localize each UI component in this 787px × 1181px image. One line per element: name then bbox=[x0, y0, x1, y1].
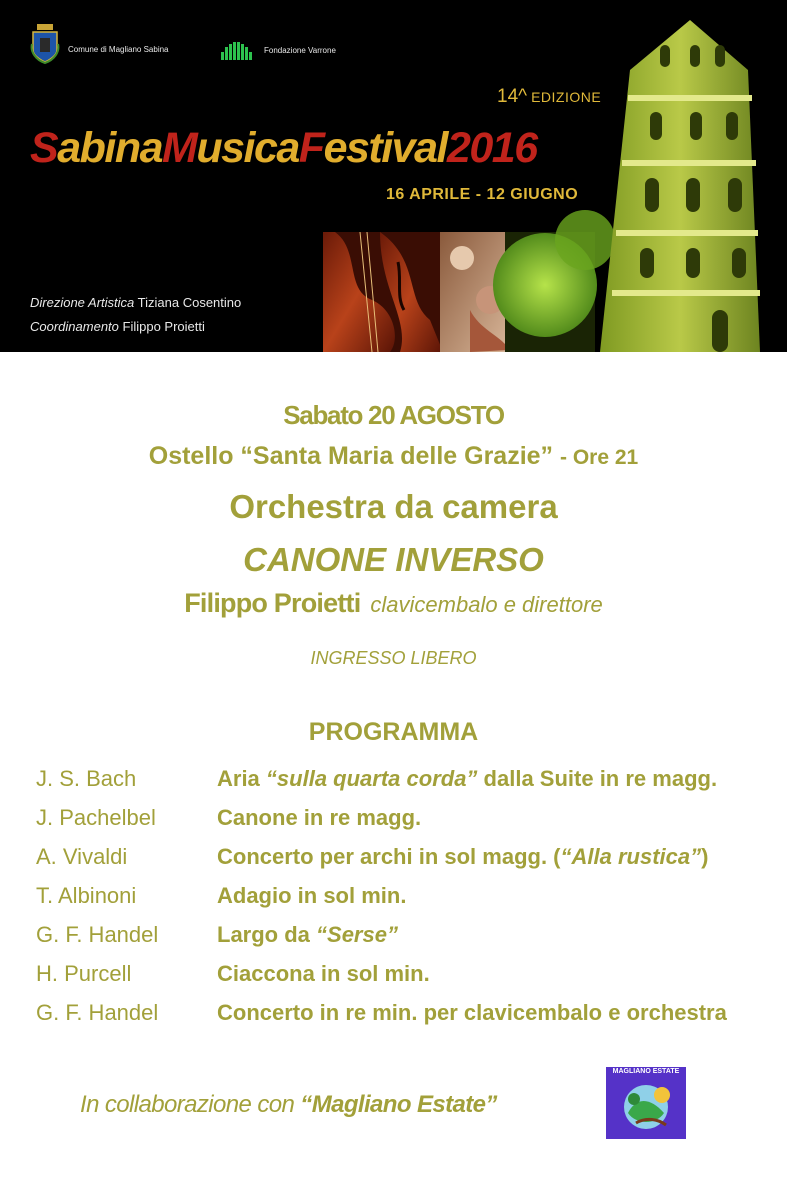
director-name: Filippo Proietti bbox=[184, 588, 361, 618]
ensemble-name: CANONE INVERSO bbox=[243, 541, 544, 578]
program-composer: A. Vivaldi bbox=[36, 844, 128, 869]
festival-title bbox=[30, 124, 537, 173]
program-piece bbox=[217, 844, 708, 870]
comune-label: Comune di Magliano Sabina bbox=[68, 44, 169, 54]
event-venue-line bbox=[0, 442, 787, 471]
edition-label bbox=[497, 86, 601, 108]
program-composer: G. F. Handel bbox=[36, 1000, 159, 1025]
program-piece-text: dalla Suite in re magg. bbox=[477, 766, 718, 791]
admission-note: INGRESSO LIBERO bbox=[310, 648, 477, 668]
program-composer: J. Pachelbel bbox=[36, 805, 156, 830]
fondazione-label: Fondazione Varrone bbox=[264, 45, 336, 55]
program-piece-text: Canone in re magg. bbox=[217, 805, 422, 830]
fondazione-logo bbox=[220, 40, 336, 60]
program-row bbox=[36, 957, 781, 996]
program-piece-italic: “sulla quarta corda” bbox=[265, 766, 478, 791]
program-piece-text: Ciaccona in sol min. bbox=[217, 961, 430, 986]
crest-icon bbox=[30, 24, 60, 64]
ensemble-type: Orchestra da camera bbox=[229, 488, 558, 525]
comune-logo bbox=[30, 24, 169, 64]
festival-dates: 16 APRILE - 12 GIUGNO bbox=[386, 186, 579, 203]
festival-title-f: F bbox=[298, 124, 324, 172]
program-title: PROGRAMMA bbox=[308, 718, 479, 746]
director-role: clavicembalo e direttore bbox=[370, 592, 603, 617]
collab-prefix: In collaborazione con bbox=[80, 1091, 295, 1118]
program-piece-italic: “Alla rustica” bbox=[560, 844, 702, 869]
festival-title-m: M bbox=[162, 124, 197, 172]
program-row bbox=[36, 996, 781, 1035]
credit-direzione bbox=[30, 295, 241, 310]
event-time: - Ore 21 bbox=[560, 446, 639, 469]
program-piece-italic: “Serse” bbox=[316, 922, 398, 947]
festival-title-abina: abina bbox=[57, 124, 162, 172]
event-date: Sabato 20 AGOSTO bbox=[283, 400, 504, 430]
credit-role: Direzione Artistica bbox=[30, 295, 135, 310]
credit-name: Filippo Proietti bbox=[122, 319, 205, 334]
program-row bbox=[36, 879, 781, 918]
magliano-estate-logo bbox=[606, 1067, 686, 1139]
program-piece bbox=[217, 922, 398, 948]
festival-title-s: S bbox=[30, 124, 58, 172]
program-piece-text: Aria bbox=[217, 766, 266, 791]
director-line bbox=[0, 588, 787, 619]
credit-coordinamento bbox=[30, 319, 205, 334]
program-row bbox=[36, 762, 781, 801]
program-composer: T. Albinoni bbox=[36, 883, 137, 908]
edition-number: 14^ bbox=[497, 86, 528, 107]
fondazione-icon bbox=[220, 40, 252, 60]
event-venue: Ostello “Santa Maria delle Grazie” bbox=[148, 442, 554, 470]
collab-name: “Magliano Estate” bbox=[300, 1091, 497, 1118]
program-piece-text: Largo da bbox=[217, 922, 317, 947]
festival-title-year: 2016 bbox=[446, 124, 537, 172]
program-row bbox=[36, 801, 781, 840]
program-composer: G. F. Handel bbox=[36, 922, 159, 947]
program-row bbox=[36, 918, 781, 957]
program-piece bbox=[217, 883, 406, 909]
program-piece bbox=[217, 766, 717, 792]
program-piece bbox=[217, 961, 430, 987]
program-piece-text: Adagio in sol min. bbox=[217, 883, 407, 908]
festival-title-usica: usica bbox=[196, 124, 299, 172]
festival-title-estival: estival bbox=[323, 124, 447, 172]
program-piece-text: Concerto in re min. per clavicembalo e orchestra bbox=[217, 1000, 727, 1025]
program-piece-text: ) bbox=[701, 844, 709, 869]
edition-word: EDIZIONE bbox=[531, 89, 602, 105]
program-composer: J. S. Bach bbox=[36, 766, 137, 791]
program-piece bbox=[217, 805, 421, 831]
program-row bbox=[36, 840, 781, 879]
program-piece bbox=[217, 1000, 727, 1026]
estate-logo-label: MAGLIANO ESTATE bbox=[612, 1068, 680, 1075]
festival-banner bbox=[0, 0, 787, 352]
collaboration-note bbox=[80, 1091, 497, 1119]
estate-logo-art bbox=[606, 1067, 686, 1139]
credit-name: Tiziana Cosentino bbox=[137, 295, 242, 310]
program-composer: H. Purcell bbox=[36, 961, 132, 986]
program-piece-text: Concerto per archi in sol magg. ( bbox=[217, 844, 561, 869]
credit-role: Coordinamento bbox=[30, 319, 119, 334]
program-list bbox=[36, 762, 781, 1035]
